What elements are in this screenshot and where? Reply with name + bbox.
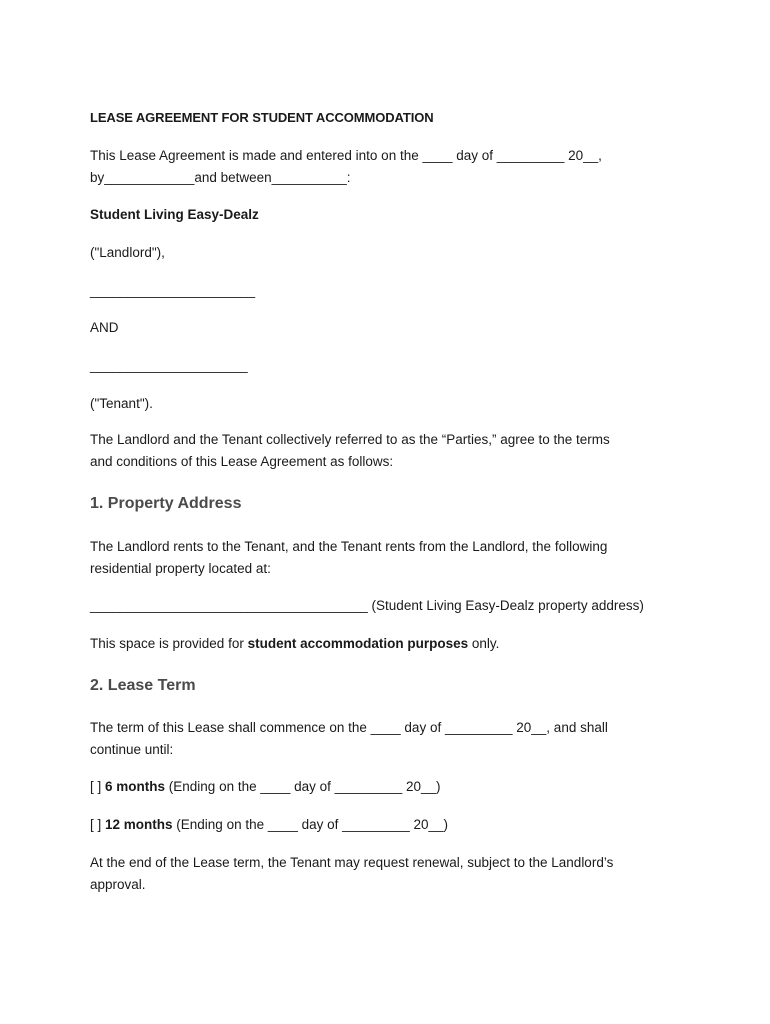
section-2-line-2: continue until:: [90, 742, 174, 757]
parties-line-1: The Landlord and the Tenant collectively referred to as the “Parties,” agree to the terms: [90, 432, 610, 447]
term-option-6-months: [90, 776, 441, 798]
option-1-term: 6 months: [105, 779, 166, 794]
option-2-term: 12 months: [105, 817, 173, 832]
purpose-post: only.: [468, 636, 500, 651]
option-1-checkbox[interactable]: [ ]: [90, 779, 106, 794]
landlord-name: Student Living Easy-Dealz: [90, 207, 259, 222]
landlord-label: ("Landlord"),: [90, 245, 165, 260]
tenant-label: ("Tenant").: [90, 396, 153, 411]
section-2-line-1: The term of this Lease shall commence on the ____ day of _________ 20__, and shall: [90, 720, 608, 735]
document-title: LEASE AGREEMENT FOR STUDENT ACCOMMODATION: [90, 110, 434, 125]
intro-line-1: This Lease Agreement is made and entered into on the ____ day of _________ 20__,: [90, 148, 602, 163]
section-1-line-1: The Landlord rents to the Tenant, and the Tenant rents from the Landlord, the following: [90, 539, 608, 554]
term-option-12-months: [90, 814, 448, 836]
blank-line-1: ______________________: [90, 283, 256, 298]
renewal-line-2: approval.: [90, 877, 146, 892]
purpose-bold: student accommodation purposes: [247, 636, 469, 651]
section-1-line-2: residential property located at:: [90, 561, 271, 576]
blank-line-2: _____________________: [90, 358, 248, 373]
option-2-ending: (Ending on the ____ day of _________ 20__): [172, 817, 449, 832]
parties-line-2: and conditions of this Lease Agreement as follows:: [90, 454, 394, 469]
and-label: AND: [90, 320, 119, 335]
section-1-heading: 1. Property Address: [90, 495, 242, 512]
purpose-pre: This space is provided for: [90, 636, 248, 651]
option-2-checkbox[interactable]: [ ]: [90, 817, 106, 832]
intro-line-2: by____________and between__________:: [90, 170, 351, 185]
option-1-ending: (Ending on the ____ day of _________ 20__): [165, 779, 441, 794]
section-2-heading: 2. Lease Term: [90, 677, 196, 694]
property-address-line: _____________________________________ (Student Living Easy-Dealz property address): [90, 598, 644, 613]
renewal-line-1: At the end of the Lease term, the Tenant may request renewal, subject to the Landlord’s: [90, 855, 614, 870]
purpose-statement: [90, 633, 499, 655]
